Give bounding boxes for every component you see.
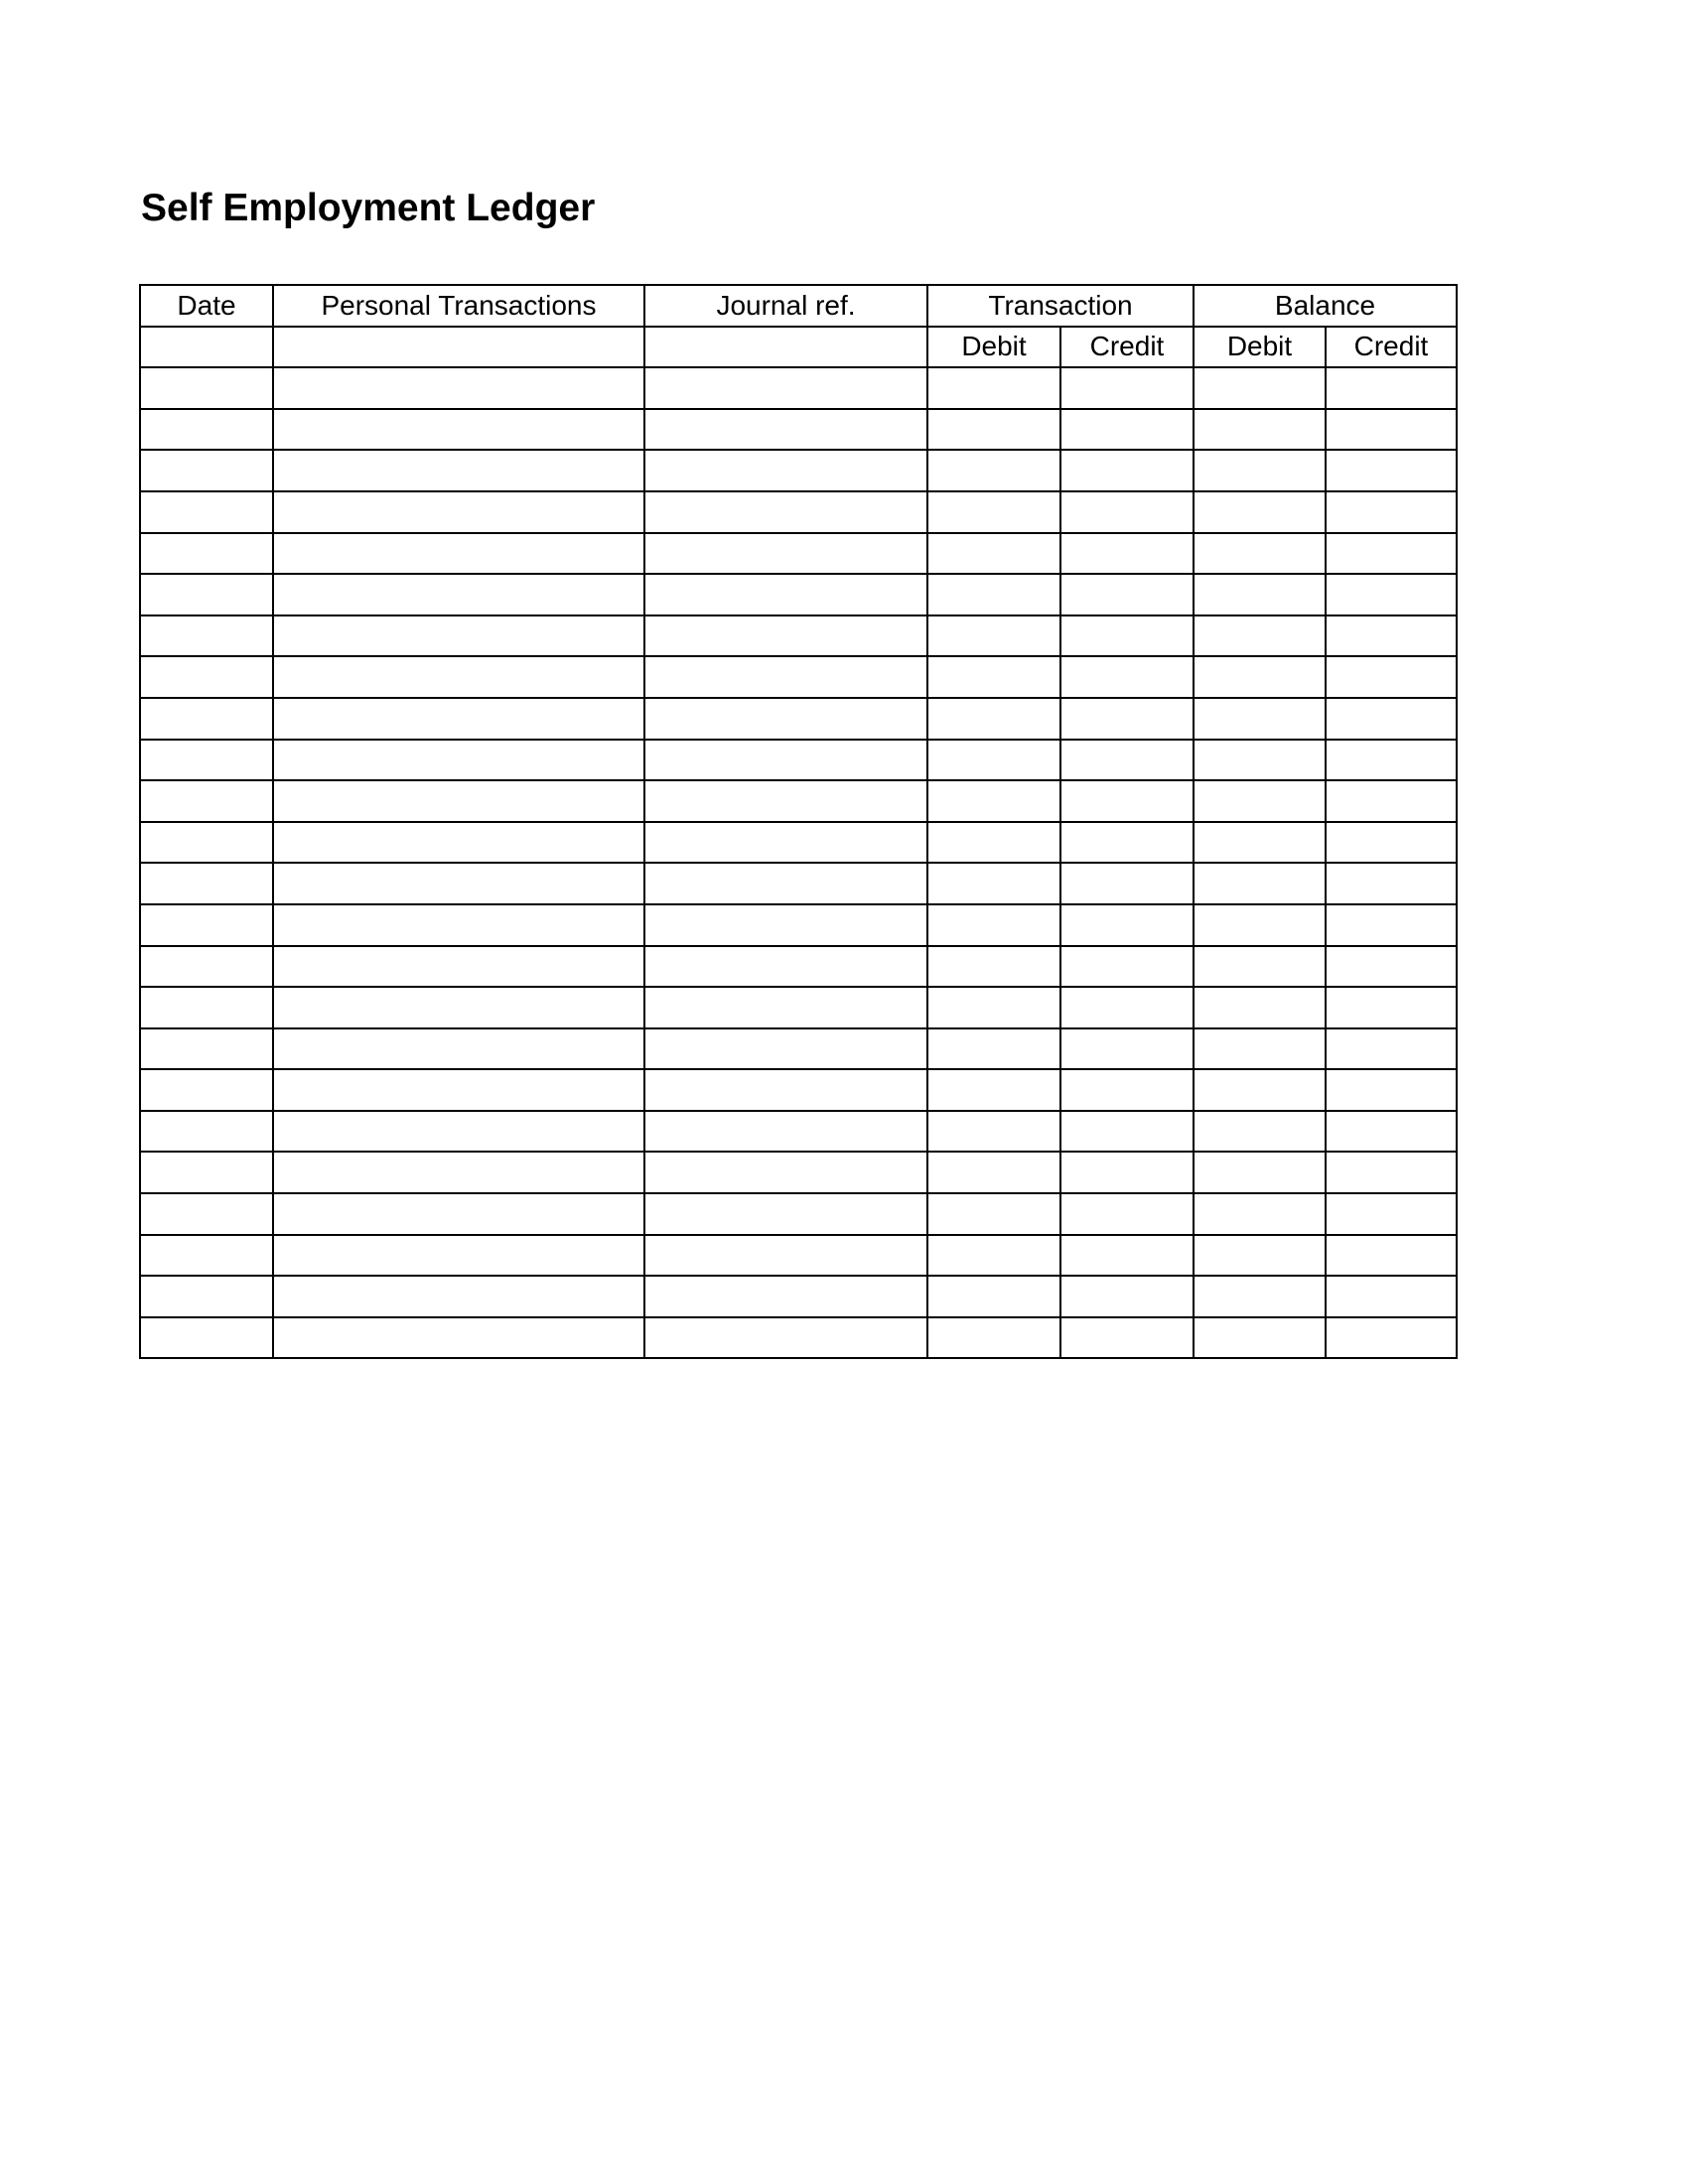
cell-transaction-debit[interactable]	[927, 533, 1060, 575]
cell-transaction-debit[interactable]	[927, 615, 1060, 657]
cell-transaction-debit[interactable]	[927, 1069, 1060, 1111]
header-row	[140, 285, 1457, 327]
cell-personal-transactions[interactable]	[273, 904, 644, 946]
table-row	[140, 780, 1457, 822]
cell-date[interactable]	[140, 946, 273, 988]
cell-transaction-debit[interactable]	[927, 740, 1060, 781]
cell-journal-ref[interactable]	[644, 367, 927, 409]
cell-balance-credit[interactable]	[1326, 740, 1457, 781]
cell-balance-debit[interactable]	[1194, 822, 1326, 864]
cell-transaction-credit[interactable]	[1060, 491, 1194, 533]
cell-balance-credit[interactable]	[1326, 574, 1457, 615]
table-row	[140, 409, 1457, 451]
cell-personal-transactions[interactable]	[273, 1276, 644, 1317]
cell-transaction-credit[interactable]	[1060, 367, 1194, 409]
cell-transaction-debit[interactable]	[927, 1276, 1060, 1317]
subheader-balance-credit: Credit	[1326, 327, 1457, 368]
cell-balance-debit[interactable]	[1194, 1069, 1326, 1111]
cell-balance-debit[interactable]	[1194, 1276, 1326, 1317]
cell-balance-credit[interactable]	[1326, 1235, 1457, 1277]
cell-personal-transactions[interactable]	[273, 1317, 644, 1359]
cell-journal-ref[interactable]	[644, 1235, 927, 1277]
cell-date[interactable]	[140, 1193, 273, 1235]
cell-date[interactable]	[140, 904, 273, 946]
cell-balance-credit[interactable]	[1326, 822, 1457, 864]
cell-date[interactable]	[140, 409, 273, 451]
cell-journal-ref[interactable]	[644, 1028, 927, 1070]
cell-date[interactable]	[140, 1111, 273, 1153]
cell-balance-debit[interactable]	[1194, 1235, 1326, 1277]
cell-balance-debit[interactable]	[1194, 533, 1326, 575]
cell-journal-ref[interactable]	[644, 863, 927, 904]
table-row	[140, 615, 1457, 657]
cell-balance-debit[interactable]	[1194, 1317, 1326, 1359]
subheader-balance-debit: Debit	[1194, 327, 1326, 368]
cell-date[interactable]	[140, 863, 273, 904]
subheader-transaction-debit: Debit	[927, 327, 1060, 368]
cell-balance-credit[interactable]	[1326, 1152, 1457, 1193]
cell-journal-ref[interactable]	[644, 1193, 927, 1235]
cell-balance-debit[interactable]	[1194, 1152, 1326, 1193]
cell-balance-debit[interactable]	[1194, 987, 1326, 1028]
table-row	[140, 1235, 1457, 1277]
cell-date[interactable]	[140, 740, 273, 781]
cell-personal-transactions[interactable]	[273, 533, 644, 575]
table-row	[140, 987, 1457, 1028]
table-row	[140, 1276, 1457, 1317]
cell-personal-transactions[interactable]	[273, 450, 644, 491]
cell-balance-credit[interactable]	[1326, 904, 1457, 946]
cell-transaction-debit[interactable]	[927, 780, 1060, 822]
cell-journal-ref[interactable]	[644, 450, 927, 491]
cell-journal-ref[interactable]	[644, 533, 927, 575]
cell-balance-credit[interactable]	[1326, 698, 1457, 740]
table-row	[140, 1111, 1457, 1153]
subheader-date-empty	[140, 327, 273, 368]
cell-journal-ref[interactable]	[644, 822, 927, 864]
cell-date[interactable]	[140, 780, 273, 822]
cell-transaction-debit[interactable]	[927, 1028, 1060, 1070]
cell-transaction-debit[interactable]	[927, 574, 1060, 615]
ledger-table	[139, 284, 1458, 1359]
cell-date[interactable]	[140, 491, 273, 533]
cell-transaction-debit[interactable]	[927, 1111, 1060, 1153]
cell-balance-credit[interactable]	[1326, 863, 1457, 904]
cell-personal-transactions[interactable]	[273, 698, 644, 740]
cell-personal-transactions[interactable]	[273, 863, 644, 904]
cell-date[interactable]	[140, 1276, 273, 1317]
cell-transaction-debit[interactable]	[927, 491, 1060, 533]
subheader-personal-transactions-empty	[273, 327, 644, 368]
cell-date[interactable]	[140, 1317, 273, 1359]
cell-personal-transactions[interactable]	[273, 780, 644, 822]
cell-balance-debit[interactable]	[1194, 780, 1326, 822]
cell-date[interactable]	[140, 615, 273, 657]
cell-personal-transactions[interactable]	[273, 740, 644, 781]
cell-balance-credit[interactable]	[1326, 450, 1457, 491]
cell-transaction-credit[interactable]	[1060, 740, 1194, 781]
cell-transaction-credit[interactable]	[1060, 1111, 1194, 1153]
cell-balance-debit[interactable]	[1194, 450, 1326, 491]
cell-transaction-credit[interactable]	[1060, 1193, 1194, 1235]
cell-balance-credit[interactable]	[1326, 615, 1457, 657]
cell-journal-ref[interactable]	[644, 615, 927, 657]
cell-transaction-credit[interactable]	[1060, 1317, 1194, 1359]
cell-transaction-debit[interactable]	[927, 822, 1060, 864]
cell-balance-credit[interactable]	[1326, 780, 1457, 822]
cell-transaction-credit[interactable]	[1060, 1152, 1194, 1193]
cell-journal-ref[interactable]	[644, 987, 927, 1028]
cell-transaction-credit[interactable]	[1060, 656, 1194, 698]
cell-balance-credit[interactable]	[1326, 409, 1457, 451]
cell-balance-credit[interactable]	[1326, 1069, 1457, 1111]
cell-transaction-debit[interactable]	[927, 1193, 1060, 1235]
cell-personal-transactions[interactable]	[273, 946, 644, 988]
cell-journal-ref[interactable]	[644, 698, 927, 740]
cell-transaction-credit[interactable]	[1060, 450, 1194, 491]
subheader-transaction-credit: Credit	[1060, 327, 1194, 368]
cell-journal-ref[interactable]	[644, 1152, 927, 1193]
cell-balance-debit[interactable]	[1194, 698, 1326, 740]
cell-balance-debit[interactable]	[1194, 615, 1326, 657]
cell-transaction-credit[interactable]	[1060, 863, 1194, 904]
column-header-balance: Balance	[1194, 285, 1457, 327]
table-row	[140, 1193, 1457, 1235]
table-row	[140, 1317, 1457, 1359]
cell-date[interactable]	[140, 1235, 273, 1277]
cell-transaction-debit[interactable]	[927, 904, 1060, 946]
cell-balance-debit[interactable]	[1194, 740, 1326, 781]
cell-personal-transactions[interactable]	[273, 1069, 644, 1111]
cell-journal-ref[interactable]	[644, 740, 927, 781]
cell-balance-credit[interactable]	[1326, 1276, 1457, 1317]
cell-journal-ref[interactable]	[644, 656, 927, 698]
cell-transaction-credit[interactable]	[1060, 1028, 1194, 1070]
cell-transaction-credit[interactable]	[1060, 946, 1194, 988]
cell-balance-debit[interactable]	[1194, 409, 1326, 451]
cell-personal-transactions[interactable]	[273, 409, 644, 451]
cell-balance-debit[interactable]	[1194, 656, 1326, 698]
cell-transaction-credit[interactable]	[1060, 1069, 1194, 1111]
cell-transaction-debit[interactable]	[927, 987, 1060, 1028]
cell-journal-ref[interactable]	[644, 904, 927, 946]
cell-balance-debit[interactable]	[1194, 946, 1326, 988]
cell-balance-credit[interactable]	[1326, 1028, 1457, 1070]
cell-transaction-debit[interactable]	[927, 1317, 1060, 1359]
cell-journal-ref[interactable]	[644, 1317, 927, 1359]
cell-personal-transactions[interactable]	[273, 1028, 644, 1070]
cell-date[interactable]	[140, 656, 273, 698]
cell-date[interactable]	[140, 574, 273, 615]
table-row	[140, 904, 1457, 946]
cell-transaction-credit[interactable]	[1060, 822, 1194, 864]
column-header-date: Date	[140, 285, 273, 327]
column-header-journal-ref: Journal ref.	[644, 285, 927, 327]
cell-personal-transactions[interactable]	[273, 987, 644, 1028]
cell-balance-debit[interactable]	[1194, 491, 1326, 533]
cell-balance-credit[interactable]	[1326, 491, 1457, 533]
cell-journal-ref[interactable]	[644, 1069, 927, 1111]
cell-balance-debit[interactable]	[1194, 1028, 1326, 1070]
cell-date[interactable]	[140, 1028, 273, 1070]
cell-date[interactable]	[140, 698, 273, 740]
cell-transaction-credit[interactable]	[1060, 574, 1194, 615]
table-row	[140, 450, 1457, 491]
cell-balance-debit[interactable]	[1194, 574, 1326, 615]
cell-personal-transactions[interactable]	[273, 822, 644, 864]
cell-balance-credit[interactable]	[1326, 656, 1457, 698]
table-row	[140, 822, 1457, 864]
column-header-transaction: Transaction	[927, 285, 1194, 327]
cell-transaction-credit[interactable]	[1060, 533, 1194, 575]
cell-date[interactable]	[140, 822, 273, 864]
table-row	[140, 367, 1457, 409]
cell-transaction-credit[interactable]	[1060, 904, 1194, 946]
table-row	[140, 1028, 1457, 1070]
column-header-personal-transactions: Personal Transactions	[273, 285, 644, 327]
cell-balance-debit[interactable]	[1194, 1111, 1326, 1153]
cell-journal-ref[interactable]	[644, 409, 927, 451]
cell-balance-credit[interactable]	[1326, 1317, 1457, 1359]
cell-date[interactable]	[140, 533, 273, 575]
table-row	[140, 863, 1457, 904]
cell-date[interactable]	[140, 987, 273, 1028]
cell-balance-credit[interactable]	[1326, 1111, 1457, 1153]
cell-personal-transactions[interactable]	[273, 1193, 644, 1235]
cell-journal-ref[interactable]	[644, 491, 927, 533]
cell-personal-transactions[interactable]	[273, 491, 644, 533]
cell-balance-debit[interactable]	[1194, 863, 1326, 904]
cell-transaction-debit[interactable]	[927, 698, 1060, 740]
cell-personal-transactions[interactable]	[273, 367, 644, 409]
cell-transaction-credit[interactable]	[1060, 987, 1194, 1028]
cell-personal-transactions[interactable]	[273, 1111, 644, 1153]
cell-transaction-debit[interactable]	[927, 450, 1060, 491]
cell-date[interactable]	[140, 367, 273, 409]
cell-transaction-credit[interactable]	[1060, 1276, 1194, 1317]
cell-transaction-credit[interactable]	[1060, 698, 1194, 740]
cell-date[interactable]	[140, 450, 273, 491]
page-title: Self Employment Ledger	[141, 187, 596, 229]
table-row	[140, 491, 1457, 533]
cell-transaction-debit[interactable]	[927, 409, 1060, 451]
cell-transaction-credit[interactable]	[1060, 1235, 1194, 1277]
cell-transaction-debit[interactable]	[927, 946, 1060, 988]
cell-transaction-debit[interactable]	[927, 656, 1060, 698]
subheader-journal-ref-empty	[644, 327, 927, 368]
table-row	[140, 656, 1457, 698]
table-row	[140, 533, 1457, 575]
cell-transaction-debit[interactable]	[927, 1235, 1060, 1277]
ledger-body	[140, 367, 1457, 1358]
cell-transaction-credit[interactable]	[1060, 409, 1194, 451]
table-row	[140, 740, 1457, 781]
cell-balance-credit[interactable]	[1326, 946, 1457, 988]
table-row	[140, 574, 1457, 615]
cell-transaction-debit[interactable]	[927, 863, 1060, 904]
cell-personal-transactions[interactable]	[273, 1235, 644, 1277]
cell-balance-debit[interactable]	[1194, 367, 1326, 409]
cell-balance-credit[interactable]	[1326, 1193, 1457, 1235]
cell-personal-transactions[interactable]	[273, 615, 644, 657]
cell-personal-transactions[interactable]	[273, 656, 644, 698]
cell-journal-ref[interactable]	[644, 1111, 927, 1153]
cell-personal-transactions[interactable]	[273, 1152, 644, 1193]
cell-balance-credit[interactable]	[1326, 367, 1457, 409]
cell-journal-ref[interactable]	[644, 1276, 927, 1317]
cell-date[interactable]	[140, 1152, 273, 1193]
cell-balance-credit[interactable]	[1326, 533, 1457, 575]
table-row	[140, 698, 1457, 740]
cell-journal-ref[interactable]	[644, 574, 927, 615]
table-row	[140, 1152, 1457, 1193]
cell-transaction-credit[interactable]	[1060, 615, 1194, 657]
cell-journal-ref[interactable]	[644, 946, 927, 988]
cell-personal-transactions[interactable]	[273, 574, 644, 615]
cell-journal-ref[interactable]	[644, 780, 927, 822]
subheader-row	[140, 327, 1457, 368]
table-row	[140, 946, 1457, 988]
cell-transaction-debit[interactable]	[927, 1152, 1060, 1193]
cell-balance-debit[interactable]	[1194, 1193, 1326, 1235]
table-row	[140, 1069, 1457, 1111]
cell-date[interactable]	[140, 1069, 273, 1111]
cell-transaction-debit[interactable]	[927, 367, 1060, 409]
ledger-header	[140, 285, 1457, 367]
cell-balance-credit[interactable]	[1326, 987, 1457, 1028]
cell-transaction-credit[interactable]	[1060, 780, 1194, 822]
cell-balance-debit[interactable]	[1194, 904, 1326, 946]
